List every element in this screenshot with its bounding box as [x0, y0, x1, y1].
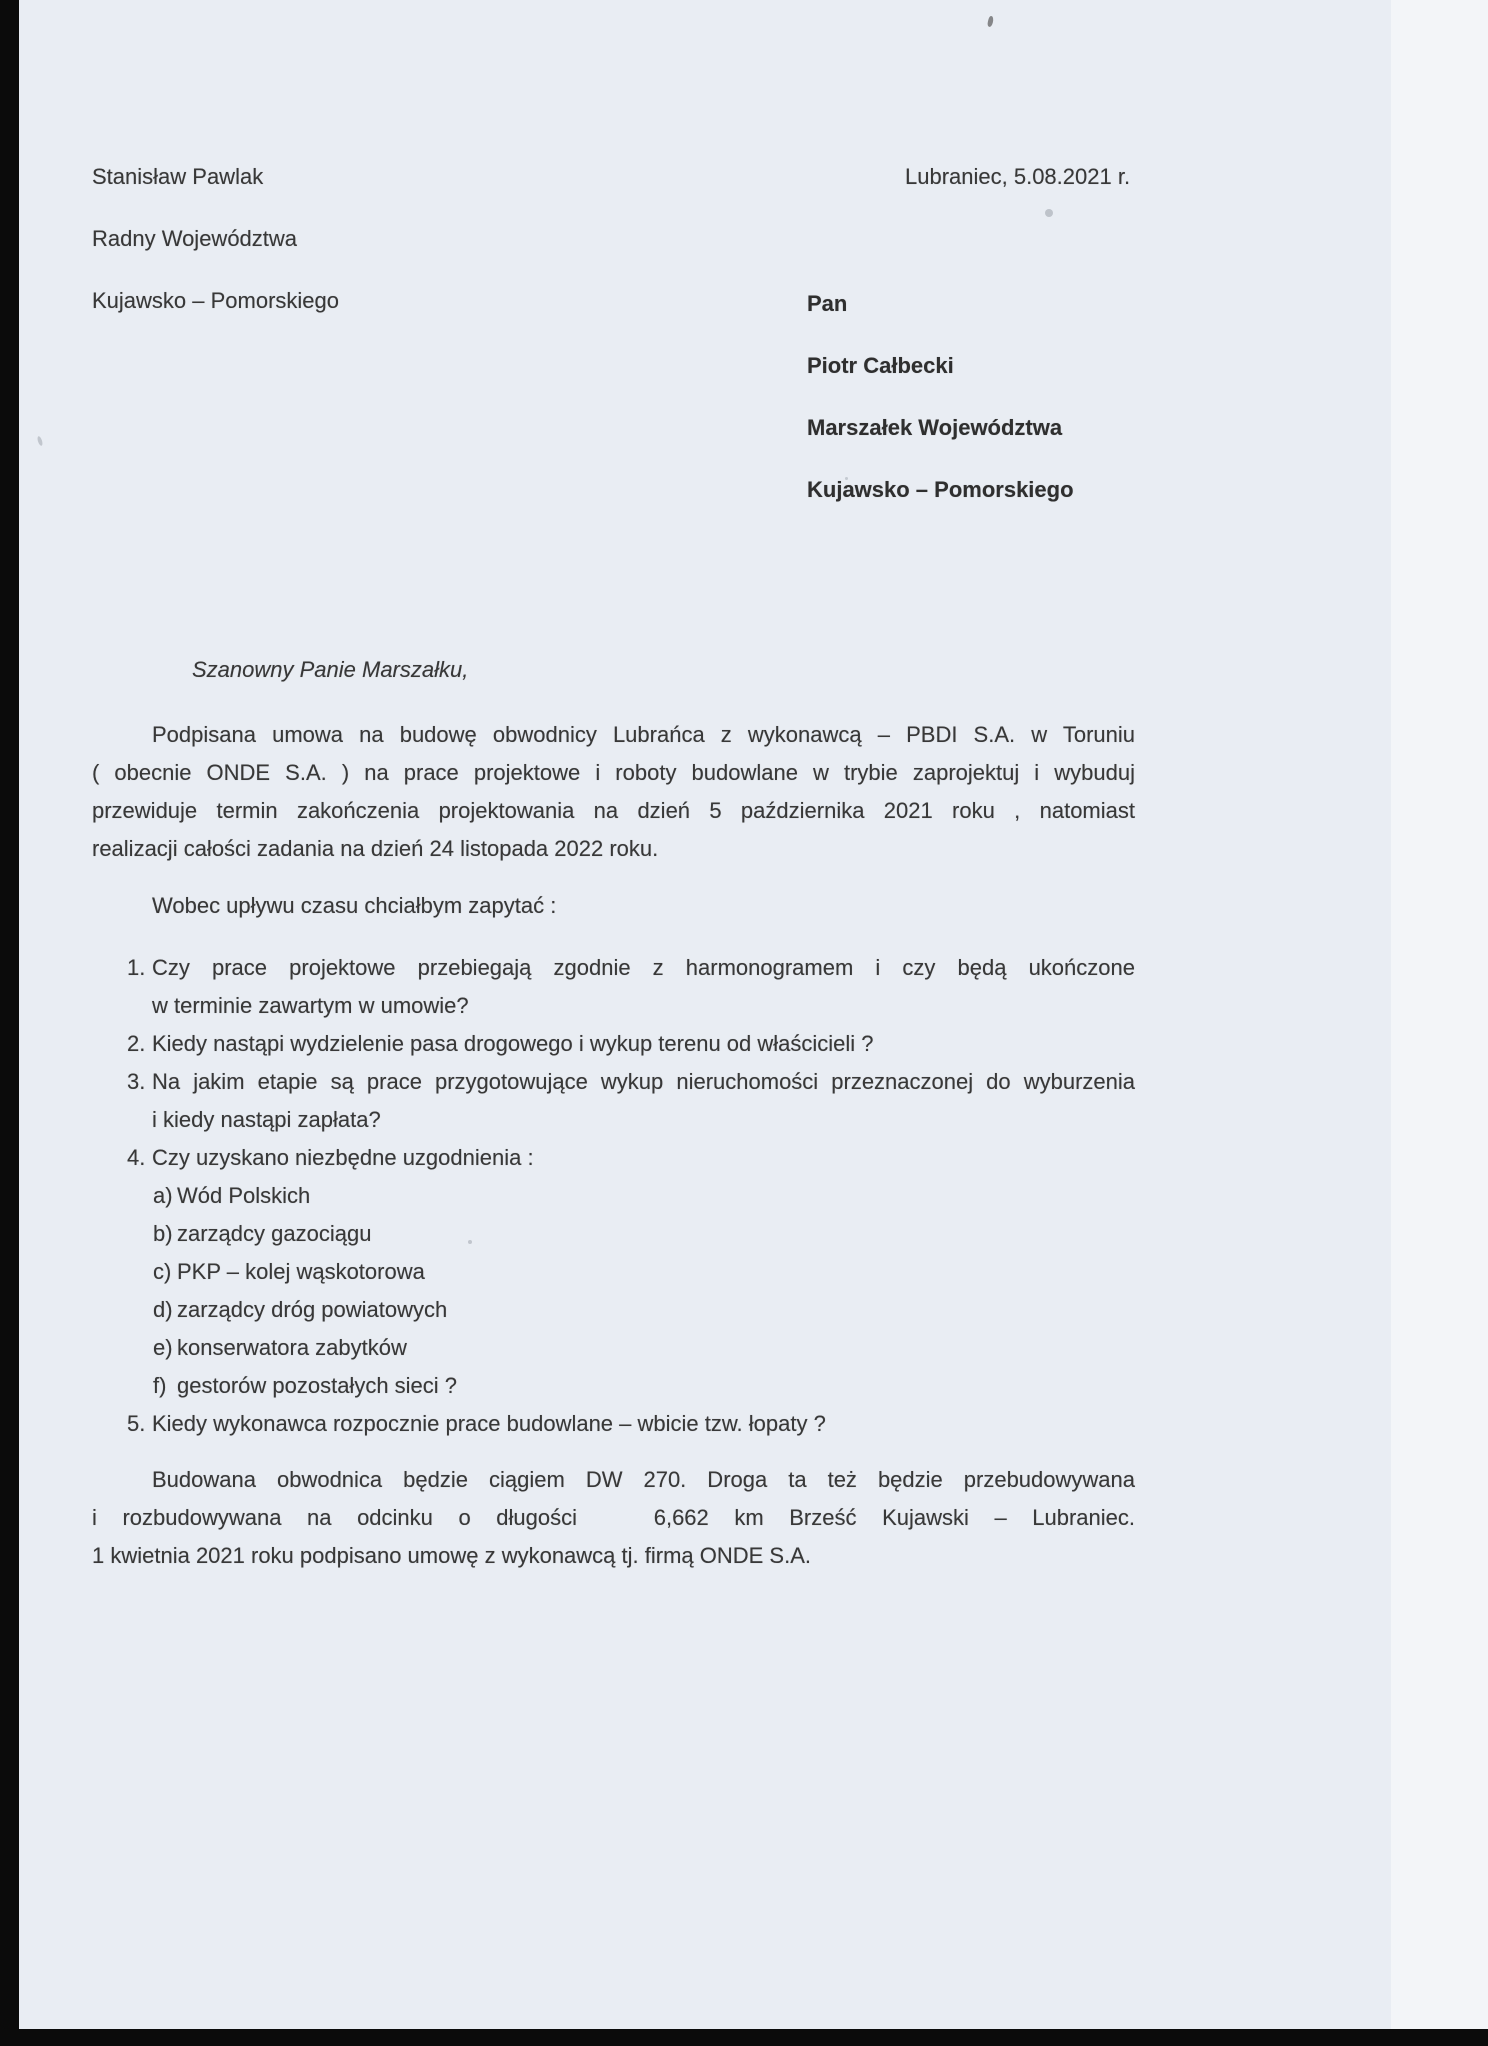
recipient-region: Kujawsko – Pomorskiego [807, 477, 1074, 502]
sub-list-text: zarządcy dróg powiatowych [177, 1297, 448, 1322]
list-item [92, 949, 1135, 1025]
list-item-text: Kiedy nastąpi wydzielenie pasa drogowego i wykup terenu od właścicieli ? [152, 1031, 874, 1056]
salutation: Szanowny Panie Marszałku, [192, 657, 469, 682]
paragraph-road-info [92, 1461, 1135, 1575]
recipient-honorific: Pan [807, 291, 848, 316]
letter-date: Lubraniec, 5.08.2021 r. [905, 164, 1131, 189]
paragraph-line: przewiduje termin zakończenia projektowania na dzień 5 października 2021 roku , natomiast [92, 798, 1135, 823]
paragraph-line: Podpisana umowa na budowę obwodnicy Lubrańca z wykonawcą – PBDI S.A. w Toruniu [152, 722, 1135, 747]
list-item-text: i kiedy nastąpi zapłata? [152, 1107, 381, 1132]
sub-list-item [153, 1367, 1135, 1405]
sub-list-item [153, 1329, 1135, 1367]
sub-list-item [153, 1291, 1135, 1329]
list-item-text: Czy uzyskano niezbędne uzgodnienia : [152, 1145, 534, 1170]
list-item-number: 2. [127, 1031, 146, 1056]
sender-title: Radny Województwa [92, 226, 298, 251]
sender-block [92, 146, 339, 332]
list-item [92, 1063, 1135, 1139]
paragraph-line: i rozbudowywana na odcinku o długości 6,662 km Brześć Kujawski – Lubraniec. [92, 1505, 1135, 1530]
list-item-number: 1. [127, 955, 146, 980]
sub-question-list [92, 1177, 1135, 1405]
recipient-title: Marszałek Województwa [807, 415, 1063, 440]
list-item-number: 5. [127, 1411, 146, 1436]
recipient-name: Piotr Całbecki [807, 353, 954, 378]
sender-region: Kujawsko – Pomorskiego [92, 288, 340, 313]
sub-list-letter: b) [153, 1221, 173, 1246]
scan-artifact [1045, 209, 1053, 217]
sub-list-text: konserwatora zabytków [177, 1335, 407, 1360]
sub-list-text: zarządcy gazociągu [177, 1221, 372, 1246]
list-item-text: Kiedy wykonawca rozpocznie prace budowlane – wbicie tzw. łopaty ? [152, 1411, 826, 1436]
list-item-text: Czy prace projektowe przebiegają zgodnie z harmonogramem i czy będą ukończone [152, 955, 1135, 980]
recipient-block [807, 273, 1074, 521]
paragraph-line: realizacji całości zadania na dzień 24 listopada 2022 roku. [92, 836, 659, 861]
scan-edge-bottom [0, 2029, 1488, 2046]
list-item-number: 3. [127, 1069, 146, 1094]
sub-list-text: Wód Polskich [177, 1183, 311, 1208]
scan-edge-left [0, 0, 19, 2046]
sub-list-letter: c) [153, 1259, 172, 1284]
list-item [92, 1139, 1135, 1405]
sender-name: Stanisław Pawlak [92, 164, 264, 189]
list-item-text: w terminie zawartym w umowie? [152, 993, 469, 1018]
sub-list-letter: d) [153, 1297, 173, 1322]
sub-list-text: gestorów pozostałych sieci ? [177, 1373, 458, 1398]
list-item [92, 1405, 1135, 1443]
sub-list-text: PKP – kolej wąskotorowa [177, 1259, 425, 1284]
paragraph-line: ( obecnie ONDE S.A. ) na prace projektowe i roboty budowlane w trybie zaprojektuj i wybuduj [92, 760, 1135, 785]
sub-list-item [153, 1177, 1135, 1215]
paragraph-line: 1 kwietnia 2021 roku podpisano umowę z wykonawcą tj. firmą ONDE S.A. [92, 1543, 811, 1568]
scan-right-band [1391, 0, 1488, 2046]
paragraph-line: Budowana obwodnica będzie ciągiem DW 270. Droga ta też będzie przebudowywana [152, 1467, 1135, 1492]
sub-list-letter: f) [153, 1373, 167, 1398]
sub-list-item [153, 1215, 1135, 1253]
list-item [92, 1025, 1135, 1063]
sub-list-item [153, 1253, 1135, 1291]
list-item-text: Na jakim etapie są prace przygotowujące wykup nieruchomości przeznaczonej do wyburzenia [152, 1069, 1135, 1094]
scan-artifact [37, 436, 44, 447]
paragraph-contract-info [92, 716, 1135, 868]
sub-list-letter: a) [153, 1183, 173, 1208]
scan-artifact [987, 16, 995, 28]
list-item-number: 4. [127, 1145, 146, 1170]
question-list [92, 949, 1135, 1443]
sub-list-letter: e) [153, 1335, 173, 1360]
questions-intro: Wobec upływu czasu chciałbym zapytać : [152, 893, 557, 918]
